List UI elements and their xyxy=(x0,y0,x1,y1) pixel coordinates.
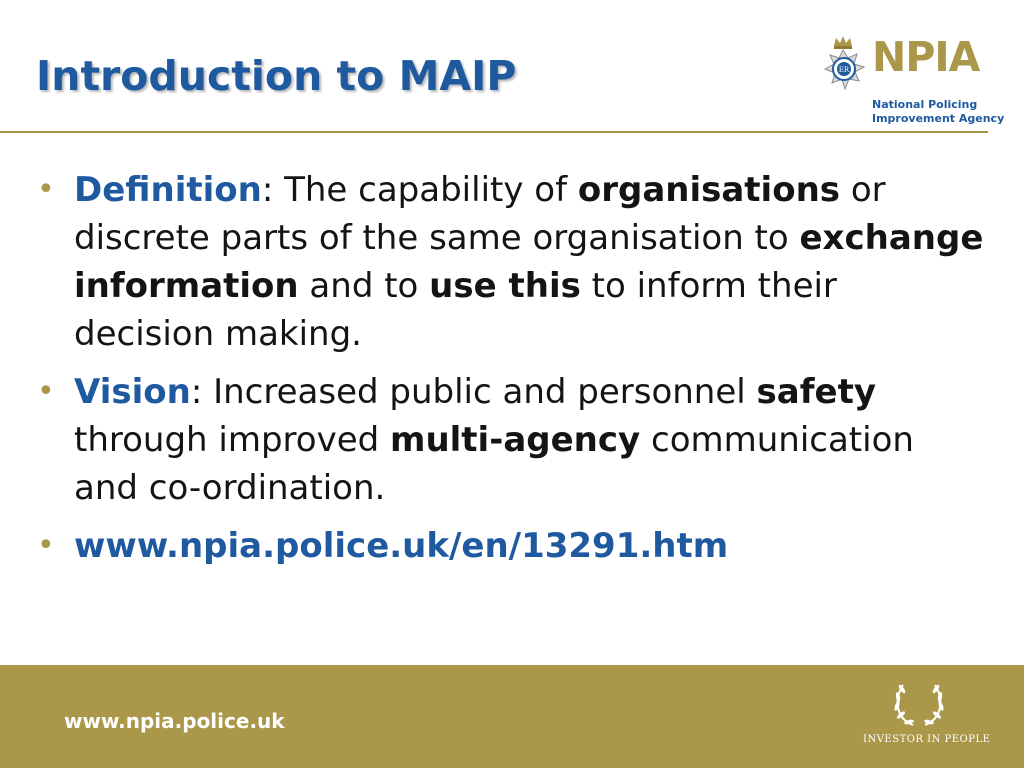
npia-logo xyxy=(814,33,1005,128)
bullet-link[interactable] xyxy=(36,522,986,570)
definition-bold-1: organisations xyxy=(577,170,841,210)
vision-bold-2: multi-agency xyxy=(390,420,641,460)
bullet-definition xyxy=(36,166,986,358)
definition-bold-3: use this xyxy=(429,266,581,306)
definition-term: Definition xyxy=(74,170,262,210)
crest-monogram: ER xyxy=(838,66,850,74)
laurel-wreath-icon xyxy=(889,673,949,733)
vision-text-3: communication and co-ordination. xyxy=(74,420,914,508)
police-crest-icon xyxy=(814,34,872,98)
vision-sep: : xyxy=(190,372,203,412)
definition-bold-2: exchange information xyxy=(74,218,984,306)
bullet-dot-icon: • xyxy=(37,528,55,563)
investor-in-people-text: INVESTOR IN PEOPLE xyxy=(863,734,991,745)
bullet-vision xyxy=(36,368,986,512)
maip-page-link[interactable]: www.npia.police.uk/en/13291.htm xyxy=(74,526,729,566)
slide-title: Introduction to MAIP xyxy=(36,52,517,100)
vision-bold-1: safety xyxy=(756,372,876,412)
bullet-dot-icon: • xyxy=(37,374,55,409)
definition-text-2: or discrete parts of the same organisation to xyxy=(74,170,886,258)
bullet-dot-icon: • xyxy=(37,172,55,207)
vision-text-2: through improved xyxy=(74,420,391,460)
definition-text-3: and to xyxy=(298,266,430,306)
definition-text-4: to inform their decision making. xyxy=(74,266,837,354)
npia-wordmark: NPIA xyxy=(872,33,980,81)
definition-text-1: The capability of xyxy=(273,170,578,210)
bullet-list xyxy=(36,166,986,580)
npia-subtitle xyxy=(872,98,1004,126)
header-divider xyxy=(0,131,988,133)
npia-subtitle-line2: Improvement Agency xyxy=(872,112,1005,125)
vision-term: Vision xyxy=(74,372,191,412)
footer-website[interactable]: www.npia.police.uk xyxy=(64,709,285,733)
footer-bar xyxy=(0,665,1024,768)
vision-text-1: Increased public and personnel xyxy=(202,372,757,412)
definition-sep: : xyxy=(261,170,274,210)
npia-subtitle-line1: National Policing xyxy=(872,98,978,111)
